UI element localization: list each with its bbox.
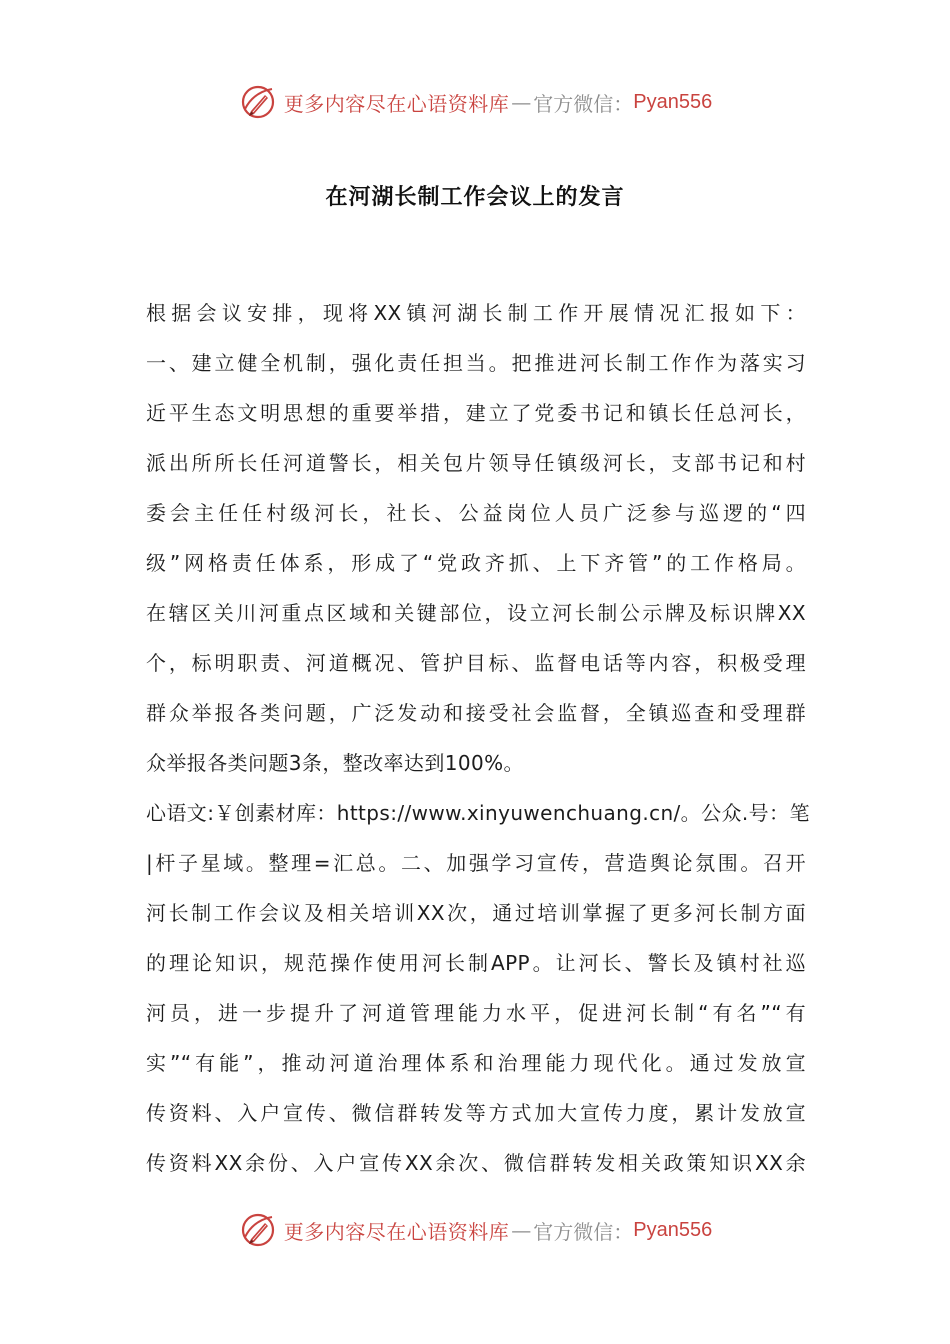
body-line: 群众举报各类问题，广泛发动和接受社会监督，全镇巡查和受理群: [146, 701, 806, 725]
body-line: 众举报各类问题3条，整改率达到100%。: [146, 751, 524, 775]
banner-contact-label: 官方微信：: [533, 91, 634, 116]
header-banner: [0, 80, 950, 124]
body-line: 个，标明职责、河道概况、管护目标、监督电话等内容，积极受理: [146, 651, 806, 675]
body-line: 根据会议安排，现将XX镇河湖长制工作开展情况汇报如下：: [146, 301, 806, 325]
banner-contact-label: 官方微信：: [533, 1219, 634, 1244]
body-line: 传资料、入户宣传、微信群转发等方式加大宣传力度，累计发放宣: [146, 1101, 806, 1125]
body-line: 实”“有能”，推动河道治理体系和治理能力现代化。通过发放宣: [146, 1051, 806, 1075]
footer-banner: [0, 1208, 950, 1252]
document-title: 在河湖长制工作会议上的发言: [325, 185, 625, 210]
body-line: 近平生态文明思想的重要举措，建立了党委书记和镇长任总河长，: [146, 401, 806, 425]
body-line: 的理论知识，规范操作使用河长制APP。让河长、警长及镇村社巡: [146, 951, 806, 975]
banner-wechat-id: Pyan556: [633, 1218, 713, 1241]
banner-slogan: 更多内容尽在心语资料库: [283, 1219, 510, 1244]
body-line: 河员，进一步提升了河道管理能力水平，促进河长制“有名”“有: [146, 1001, 806, 1025]
body-line: 派出所所长任河道警长，相关包片领导任镇级河长，支部书记和村: [146, 451, 806, 475]
banner-slogan: 更多内容尽在心语资料库: [283, 91, 510, 116]
banner-dash: —: [511, 1218, 532, 1242]
body-line: 委会主任任村级河长，社长、公益岗位人员广泛参与巡逻的“四: [146, 501, 806, 525]
pen-nib-logo-icon: [238, 1210, 278, 1250]
body-line: 心语文:￥创素材库：https://www.xinyuwenchuang.cn/。公众.号：笔: [146, 801, 810, 825]
document-body: [146, 288, 810, 1188]
body-line: |杆子星域。整理=汇总。二、加强学习宣传，营造舆论氛围。召开: [146, 851, 806, 875]
banner-wechat-id: Pyan556: [633, 90, 713, 113]
body-line: 传资料XX余份、入户宣传XX余次、微信群转发相关政策知识XX余: [146, 1151, 806, 1175]
pen-nib-logo-icon: [238, 82, 278, 122]
banner-dash: —: [511, 90, 532, 114]
body-line: 在辖区关川河重点区域和关键部位，设立河长制公示牌及标识牌XX: [146, 601, 806, 625]
body-line: 一、建立健全机制，强化责任担当。把推进河长制工作作为落实习: [146, 351, 806, 375]
body-line: 河长制工作会议及相关培训XX次，通过培训掌握了更多河长制方面: [146, 901, 806, 925]
body-line: 级”网格责任体系，形成了“党政齐抓、上下齐管”的工作格局。: [146, 551, 806, 575]
